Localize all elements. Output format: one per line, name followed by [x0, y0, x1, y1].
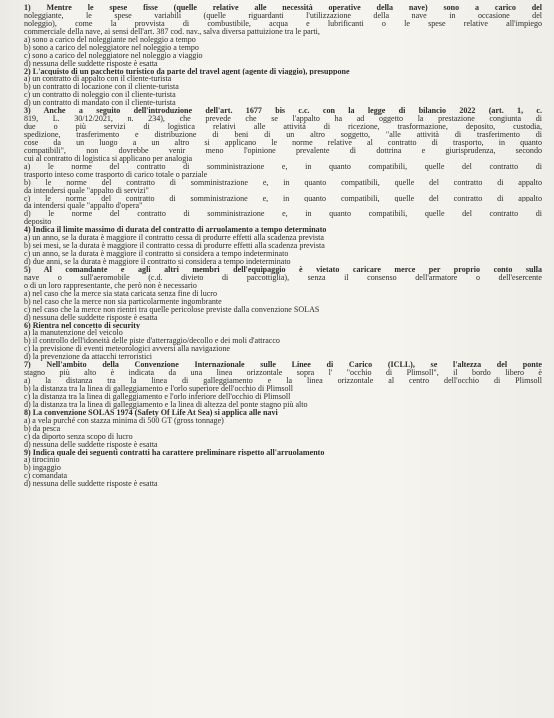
- answer-line: a) un anno, se la durata è maggiore il contratto cessa di produrre effetti alla scadenza prevista: [24, 234, 324, 243]
- answer-line: c) comandata: [24, 472, 68, 481]
- text-line: stagno più alto è indicata da una linea orizzontale sopra l' "occhio di Plimsoll", il bordo libero è: [24, 369, 542, 378]
- answer-line: a) a vela purché con stazza minima di 500 GT (gross tonnage): [24, 416, 224, 425]
- text-line: noleggiante, le spese variabili (quelle riguardanti l'utilizzazione della nave in occasione del: [24, 11, 542, 20]
- answer-line: a) nel caso che la merce sia stata caricata senza fine di lucro: [24, 289, 218, 298]
- answer-line: a) sono a carico del noleggiante nel noleggio a tempo: [24, 35, 196, 44]
- answer-line: a) un contratto di appalto con il cliente-turista: [24, 75, 172, 84]
- answer-line: d) le norme del contratto di somministrazione e, in quanto compatibili, quelle del contratto di: [24, 210, 542, 219]
- answer-line: c) la distanza tra la linea di galleggiamento e l'orlo inferiore dell'occhio di Plimsoll: [24, 392, 291, 401]
- text-line: o di un loro rappresentante, che però non è necessario: [24, 281, 197, 290]
- text-line: spedizione, trasferimento e distribuzione di beni di un altro soggetto, "alle attività di trasferimento di: [24, 131, 542, 139]
- text-line: compatibili", non dovrebbe venir meno l'opinione prevalente di dottrina e giurisprudenza, secondo: [24, 146, 542, 155]
- answer-line: a) tirocinio: [24, 456, 60, 465]
- question-line: 3) Anche a seguito dell'introduzione dell'art. 1677 bis c.c. con la legge di bilancio 2022 (art. 1, c.: [24, 107, 542, 116]
- answer-line: trasporto inteso come trasporto di carico totale o parziale: [24, 170, 208, 179]
- text-line: commerciale della nave, ai sensi dell'art. 387 cod. nav., salva diversa pattuizione tra le parti,: [24, 27, 320, 36]
- text-line: cui al contratto di logistica si applicano per analogia: [24, 154, 193, 163]
- text-line: due o più servizi di logistica relativi alle attività di ricezione, trasformazione, deposito, custodia,: [24, 123, 542, 131]
- answer-line: d) un contratto di mandato con il cliente-turista: [24, 99, 176, 108]
- answer-line: b) da pesca: [24, 424, 61, 433]
- answer-line: d) due anni, se la durata è maggiore il contratto si considera a tempo indeterminato: [24, 258, 291, 266]
- answer-line: d) nessuna delle suddette risposte è esatta: [24, 480, 158, 489]
- answer-line: c) un contratto di noleggio con il cliente-turista: [24, 91, 176, 100]
- answer-line: deposito: [24, 218, 52, 227]
- answer-line: b) sei mesi, se la durata è maggiore il contratto cessa di produrre effetti alla scadenza prevista: [24, 242, 325, 251]
- answer-line: c) un anno, se la durata è maggiore il contratto si considera a tempo indeterminato: [24, 250, 289, 258]
- answer-line: d) la distanza tra la linea di galleggiamento e la linea di altezza del ponte stagno più alto: [24, 400, 308, 409]
- text-line: noleggio), come la provvista di combustibile, acqua e lubrificanti o le spese relative all'impiego: [24, 19, 542, 28]
- question-line: 2) L'acquisto di un pacchetto turistico da parte del travel agent (agente di viaggio), presuppone: [24, 67, 350, 76]
- answer-line: d) nessuna delle suddette risposte è esatta: [24, 313, 158, 322]
- text-line: cose da un luogo a un altro si applicano le norme relative al contratto di trasporto, in quanto: [24, 138, 542, 147]
- answer-line: b) un contratto di locazione con il cliente-turista: [24, 83, 179, 92]
- answer-line: d) nessuna delle suddette risposte è esatta: [24, 59, 158, 68]
- answer-line: b) ingaggio: [24, 464, 61, 473]
- answer-line: b) la distanza tra la linea di galleggiamento e l'orlo superiore dell'occhio di Plimsoll: [24, 385, 294, 393]
- answer-line: da intendersi quale "appalto di servizi": [24, 186, 149, 195]
- answer-line: b) sono a carico del noleggiatore nel noleggio a tempo: [24, 43, 199, 52]
- answer-line: b) nel caso che la merce non sia particolarmente ingombrante: [24, 297, 222, 306]
- answer-line: c) nel caso che la merce non rientri tra quelle pericolose previste dalla convenzione SOLAS: [24, 305, 320, 314]
- question-line: 5) Al comandante e agli altri membri dell'equipaggio è vietato caricare merce per proprio conto sulla: [24, 265, 542, 274]
- question-line: 7) Nell'ambito della Convenzione Internazionale sulle Linee di Carico (ICLL), se l'altezza del ponte: [24, 361, 542, 370]
- text-line: 819, L. 30/12/2021, n. 234), che prevede che se l'appalto ha ad oggetto la prestazione congiunta di: [24, 115, 542, 124]
- question-line: 8) La convenzione SOLAS 1974 (Safety Of Life At Sea) si applica alle navi: [24, 408, 278, 417]
- question-line: 4) Indica il limite massimo di durata del contratto di arruolamento a tempo determinato: [24, 226, 327, 235]
- answer-line: c) le norme del contratto di somministrazione e, in quanto compatibili, quelle del contratto di appalto: [24, 194, 542, 203]
- answer-line: d) nessuna delle suddette risposte è esatta: [24, 440, 158, 449]
- answer-line: a) la distanza tra la linea di galleggiamento e la linea orizzontale al centro dell'occhio di Plimsoll: [24, 377, 542, 385]
- answer-line: a) la manutenzione del veicolo: [24, 329, 123, 338]
- text-line: nave o sull'aeromobile (c.d. divieto di paccottiglia), senza il consenso dell'armatore o dell'esercente: [24, 273, 542, 282]
- answer-line: c) sono a carico del noleggiatore nel noleggio a viaggio: [24, 51, 203, 60]
- answer-line: c) da diporto senza scopo di lucro: [24, 432, 133, 441]
- answer-line: da intendersi quale "appalto d'opera": [24, 202, 143, 211]
- answer-line: a) le norme del contratto di somministrazione e, in quanto compatibili, quelle del contratto di: [24, 162, 542, 171]
- answer-line: c) la previsione di eventi meteorologici avversi alla navigazione: [24, 345, 231, 354]
- question-line: 1) Mentre le spese fisse (quelle relative alle necessità operative della nave) sono a carico del: [24, 4, 542, 12]
- answer-line: b) le norme del contratto di somministrazione e, in quanto compatibili, quelle del contratto di appalto: [24, 178, 542, 187]
- question-line: 9) Indica quale dei seguenti contratti ha carattere preliminare rispetto all'arruolamento: [24, 448, 325, 457]
- answer-line: b) il controllo dell'idoneità delle piste d'atterraggio/decollo e dei moli d'attracco: [24, 337, 280, 346]
- answer-line: d) la prevenzione da attacchi terroristici: [24, 353, 153, 362]
- question-line: 6) Rientra nel concetto di security: [24, 321, 140, 330]
